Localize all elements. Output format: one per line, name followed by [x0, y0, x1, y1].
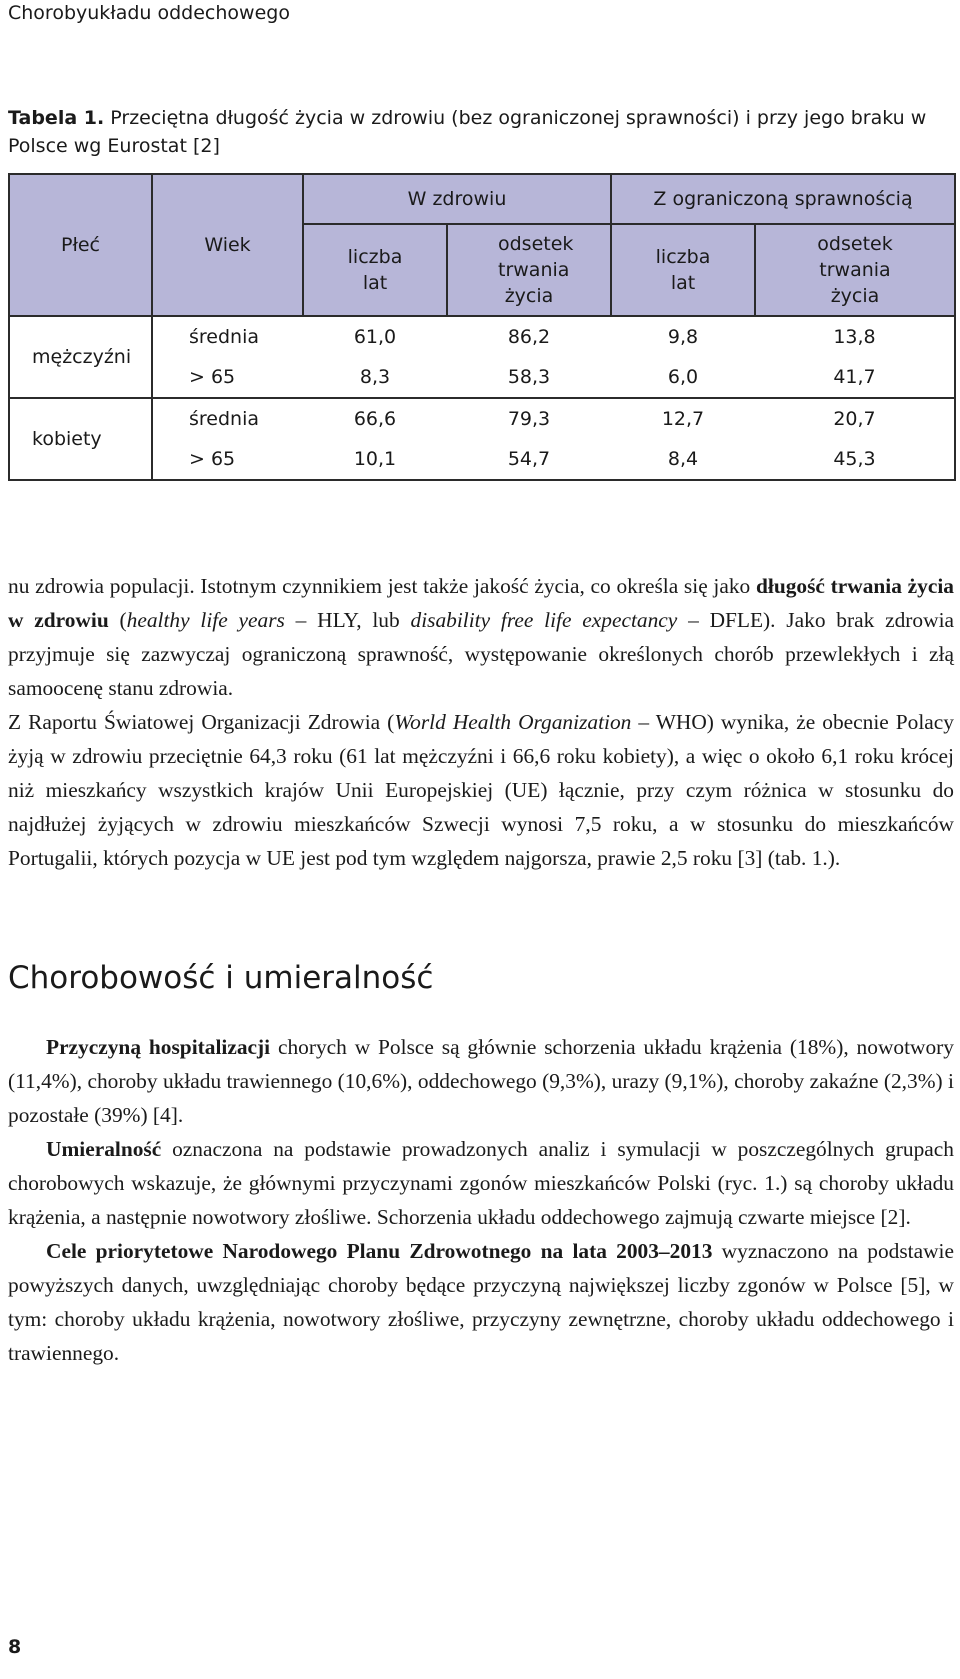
healthy-years-cell: 10,1	[303, 439, 447, 480]
text-run: oznaczona na podstawie prowadzonych analiz i symulacji w poszczególnych grupach chorobowych wskazuje, że głównymi przyczynami zgonów mieszkańców Polski (ryc. 1.) są choroby układu krążenia, a następnie nowotwory złośliwe. Schorzenia układu oddechowego zajmują czwarte miejsce [2].	[8, 1137, 954, 1229]
paragraph	[8, 1234, 954, 1370]
italic-term: World Health Organization	[394, 710, 632, 734]
healthy-years-cell: 8,3	[303, 357, 447, 398]
sex-label-women: kobiety	[9, 398, 152, 480]
limited-years-cell: 8,4	[611, 439, 755, 480]
italic-term: healthy life years	[126, 608, 285, 632]
section-heading: Chorobowość i umieralność	[8, 960, 434, 996]
age-cell: > 65	[152, 357, 303, 398]
healthy-percent-cell: 58,3	[447, 357, 611, 398]
text-run: wyznaczono na podstawie powyższych danych, uwzględniając choroby będące przyczyną największej liczby zgonów w Polsce [5], w tym: choroby układu krążenia, nowotwory złośliwe, przyczyny zewnętrzne, choroby układu oddechowego i trawiennego.	[8, 1239, 954, 1365]
healthy-years-cell: 66,6	[303, 398, 447, 439]
running-header: Chorobyukładu oddechowego	[8, 2, 290, 24]
header-healthy-years: liczba lat	[303, 224, 447, 316]
bold-term: Umieralność	[46, 1137, 162, 1161]
header-limited: Z ograniczoną sprawnością	[611, 174, 955, 224]
paragraph	[8, 569, 954, 705]
text-run: – WHO) wynika, że obecnie Polacy żyją w zdrowiu przeciętnie 64,3 roku (61 lat mężczyźni i 66,6 roku kobiety), a więc o około 6,1 roku krócej niż mieszkańcy wszystkich krajów Unii Europejskiej (UE) łącznie, przy czym różnica w stosunku do najdłużej żyjących w zdrowiu mieszkańców Szwecji wynosi 7,5 roku, a w stosunku do mieszkańców Portugalii, których pozycja w UE jest pod tym względem najgorsza, prawie 2,5 roku [3] (tab. 1.).	[8, 710, 954, 870]
header-healthy-percent: odsetek trwania życia	[447, 224, 611, 316]
limited-years-cell: 9,8	[611, 316, 755, 357]
text-run: (	[108, 608, 127, 632]
limited-years-cell: 6,0	[611, 357, 755, 398]
paragraph	[8, 1132, 954, 1234]
limited-percent-cell: 41,7	[755, 357, 955, 398]
text-run: – DFLE). Jako brak zdrowia przyjmuje się zazwyczaj ograniczoną sprawność, występowanie określonych chorób przewlekłych i złą samoocenę stanu zdrowia.	[8, 608, 955, 700]
table-caption-label: Tabela 1.	[8, 107, 105, 129]
header-limited-years: liczba lat	[611, 224, 755, 316]
sex-label-men: mężczyźni	[9, 316, 152, 398]
italic-term: disability free life expectancy	[410, 608, 678, 632]
text-run: chorych w Polsce są głównie schorzenia układu krążenia (18%), nowotwory (11,4%), choroby układu trawiennego (10,6%), oddechowego (9,3%), urazy (9,1%), choroby zakaźne (2,3%) i pozostałe (39%) [4].	[8, 1035, 954, 1127]
paragraph	[8, 705, 954, 875]
healthy-percent-cell: 54,7	[447, 439, 611, 480]
header-limited-percent: odsetek trwania życia	[755, 224, 955, 316]
limited-percent-cell: 13,8	[755, 316, 955, 357]
healthy-percent-cell: 79,3	[447, 398, 611, 439]
age-cell: > 65	[152, 439, 303, 480]
bold-term: długość trwania życia w zdrowiu	[8, 574, 954, 632]
healthy-percent-cell: 86,2	[447, 316, 611, 357]
bold-term: Przyczyną hospitalizacji	[46, 1035, 271, 1059]
page-number: 8	[8, 1636, 22, 1658]
text-run: Z Raportu Światowej Organizacji Zdrowia (	[8, 710, 395, 734]
limited-percent-cell: 45,3	[755, 439, 955, 480]
life-expectancy-table	[8, 173, 956, 481]
header-healthy: W zdrowiu	[303, 174, 611, 224]
table-caption	[8, 104, 954, 160]
body-text	[8, 569, 954, 875]
age-cell: średnia	[152, 316, 303, 357]
limited-percent-cell: 20,7	[755, 398, 955, 439]
bold-term: Cele priorytetowe Narodowego Planu Zdrowotnego na lata 2003–2013	[46, 1239, 713, 1263]
limited-years-cell: 12,7	[611, 398, 755, 439]
age-cell: średnia	[152, 398, 303, 439]
table-caption-text: Przeciętna długość życia w zdrowiu (bez ograniczonej sprawności) i przy jego braku w Polsce wg Eurostat [2]	[8, 107, 927, 157]
healthy-years-cell: 61,0	[303, 316, 447, 357]
section-text	[8, 1030, 954, 1370]
header-sex: Płeć	[9, 174, 152, 316]
table-row	[9, 398, 955, 439]
paragraph	[8, 1030, 954, 1132]
text-run: nu zdrowia populacji. Istotnym czynnikiem jest także jakość życia, co określa się jako	[8, 574, 756, 598]
header-age: Wiek	[152, 174, 303, 316]
table-row	[9, 316, 955, 357]
text-run: – HLY, lub	[284, 608, 411, 632]
